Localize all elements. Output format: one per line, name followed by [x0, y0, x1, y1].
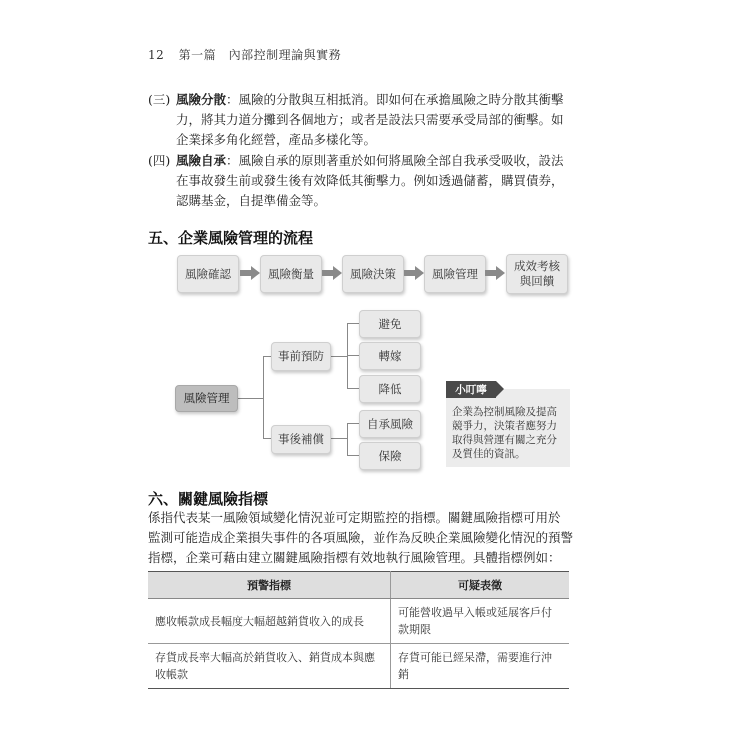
item-text-line: 認購基金，自提準備金等。: [176, 193, 327, 208]
arrow-right-icon: [404, 266, 424, 280]
section-title: 六、關鍵風險指標: [148, 490, 269, 508]
paragraph-line: 監測可能造成企業損失事件的各項風險，並作為反映企業風險變化情況的預警: [148, 530, 574, 545]
tree-leaf: 降低: [359, 375, 421, 403]
item-text-line: ：風險自承的原則著重於如何將風險全部自我承受吸收，設法: [226, 153, 564, 168]
section-paragraph: [148, 508, 580, 568]
tree-leaf: 避免: [359, 310, 421, 338]
tip-line: 競爭力，決策者應努力: [452, 420, 557, 432]
item-text-line: 力，將其力道分攤到各個地方；或者是設法只需要承受局部的衝擊。如: [176, 112, 564, 127]
table-cell: 存貨成長率大幅高於銷貨收入、銷貨成本與應收帳款: [148, 644, 391, 689]
item-text-line: 企業採多角化經營，產品多樣化等。: [176, 132, 377, 147]
arrow-right-icon: [485, 266, 505, 280]
tip-box: [446, 389, 570, 467]
column-header: 預警指標: [148, 572, 391, 599]
item-number: (三): [148, 92, 171, 107]
connector: [328, 356, 348, 357]
table-row: [148, 599, 569, 644]
item-term: 風險分散: [176, 92, 227, 107]
table-row: [148, 644, 569, 689]
section-title: 五、企業風險管理的流程: [148, 229, 314, 247]
item-term: 風險自承: [176, 153, 227, 168]
tree-leaf: 保險: [359, 442, 421, 470]
indicator-table: [148, 571, 569, 689]
page-number: 12: [148, 48, 165, 62]
arrow-right-icon: [322, 266, 342, 280]
item-text-line: 在事故發生前或發生後有效降低其衝擊力。例如透過儲蓄，購買債券，: [176, 173, 564, 188]
tree-leaf: 自承風險: [359, 410, 421, 438]
item-number: (四): [148, 153, 171, 168]
list-item: [148, 90, 578, 152]
arrow-right-icon: [240, 266, 260, 280]
tip-tag: 小叮嚀: [446, 381, 496, 398]
flow-step: 風險衡量: [260, 255, 322, 293]
list-item: [148, 151, 578, 213]
table-cell: 應收帳款成長幅度大幅超越銷貨收入的成長: [148, 599, 391, 644]
connector: [328, 438, 348, 439]
connector: [347, 423, 348, 456]
table-cell: 可能營收過早入帳或延展客戶付款期限: [391, 599, 570, 644]
connector: [238, 398, 264, 399]
tip-line: 及質佳的資訊。: [452, 448, 526, 460]
tip-line: 取得與營運有關之充分: [452, 434, 557, 446]
table-cell: 存貨可能已經呆滯，需要進行沖銷: [391, 644, 570, 689]
paragraph-line: 係指代表某一風險領域變化情況並可定期監控的指標。關鍵風險指標可用於: [148, 510, 561, 525]
running-header: [148, 46, 341, 63]
item-text-line: ：風險的分散與互相抵消。即如何在承擔風險之時分散其衝擊: [226, 92, 564, 107]
tree-root: 風險管理: [175, 385, 238, 412]
column-header: 可疑表徵: [391, 572, 570, 599]
tree-branch: 事前預防: [271, 342, 331, 371]
paragraph-line: 指標，企業可藉由建立關鍵風險指標有效地執行風險管理。具體指標例如：: [148, 550, 561, 565]
tree-branch: 事後補償: [271, 425, 331, 454]
chapter-title: 第一篇 內部控制理論與實務: [178, 48, 342, 62]
flow-step: 風險確認: [177, 255, 239, 293]
flow-step: 成效考核 與回饋: [506, 254, 568, 294]
table-header-row: [148, 572, 569, 599]
flow-step: 風險管理: [424, 255, 486, 293]
tip-line: 企業為控制風險及提高: [452, 406, 557, 418]
tree-leaf: 轉嫁: [359, 342, 421, 370]
flow-step: 風險決策: [342, 255, 404, 293]
connector: [347, 323, 348, 389]
connector: [263, 356, 264, 439]
